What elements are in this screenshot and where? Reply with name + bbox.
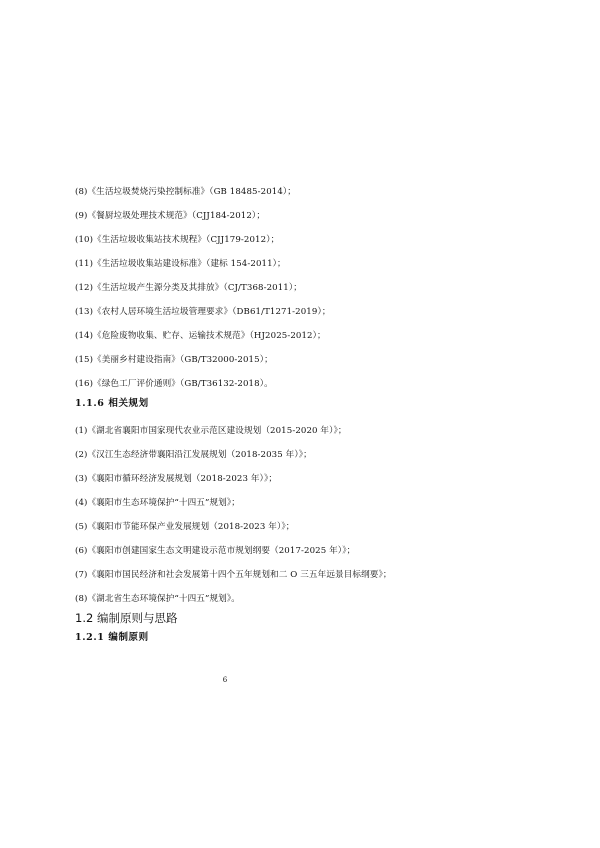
list-item: (3)《襄阳市循环经济发展规划（2018-2023 年）》； (75, 474, 278, 484)
list-item: (8)《生活垃圾焚烧污染控制标准》（GB 18485-2014）； (75, 187, 296, 197)
list-item: (11)《生活垃圾收集站建设标准》（建标 154-2011）； (75, 259, 286, 269)
section-heading-1-2: 1.2 编制原则与思路 (75, 611, 178, 625)
list-item: (9)《餐厨垃圾处理技术规范》（CJJ184-2012）； (75, 211, 266, 221)
page-number: 6 (222, 676, 228, 684)
list-item: (15)《美丽乡村建设指南》（GB/T32000-2015）； (75, 355, 273, 365)
list-item: (2)《汉江生态经济带襄阳沿江发展规划（2018-2035 年）》； (75, 450, 312, 460)
list-item: (13)《农村人居环境生活垃圾管理要求》（DB61/T1271-2019）； (75, 307, 331, 317)
list-item: (1)《湖北省襄阳市国家现代农业示范区建设规划（2015-2020 年）》； (75, 426, 347, 436)
list-item: (8)《湖北省生态环境保护“十四五”规划》。 (75, 594, 240, 604)
list-item: (4)《襄阳市生态环境保护“十四五”规划》； (75, 498, 240, 508)
list-item: (5)《襄阳市节能环保产业发展规划（2018-2023 年）》； (75, 522, 295, 532)
list-item: (14)《危险废物收集、贮存、运输技术规范》（HJ2025-2012）； (75, 331, 326, 341)
list-item: (16)《绿色工厂评价通则》（GB/T36132-2018）。 (75, 379, 273, 389)
list-item: (10)《生活垃圾收集站技术规程》（CJJ179-2012）； (75, 235, 280, 245)
section-heading-1-1-6: 1.1.6 相关规划 (75, 398, 149, 409)
list-item: (12)《生活垃圾产生源分类及其排放》（CJ/T368-2011）； (75, 283, 302, 293)
list-item: (7)《襄阳市国民经济和社会发展第十四个五年规划和二 O 三五年远景目标纲要》； (75, 570, 392, 580)
section-heading-1-2-1: 1.2.1 编制原则 (75, 632, 149, 643)
list-item: (6)《襄阳市创建国家生态文明建设示范市规划纲要（2017-2025 年）》； (75, 546, 356, 556)
